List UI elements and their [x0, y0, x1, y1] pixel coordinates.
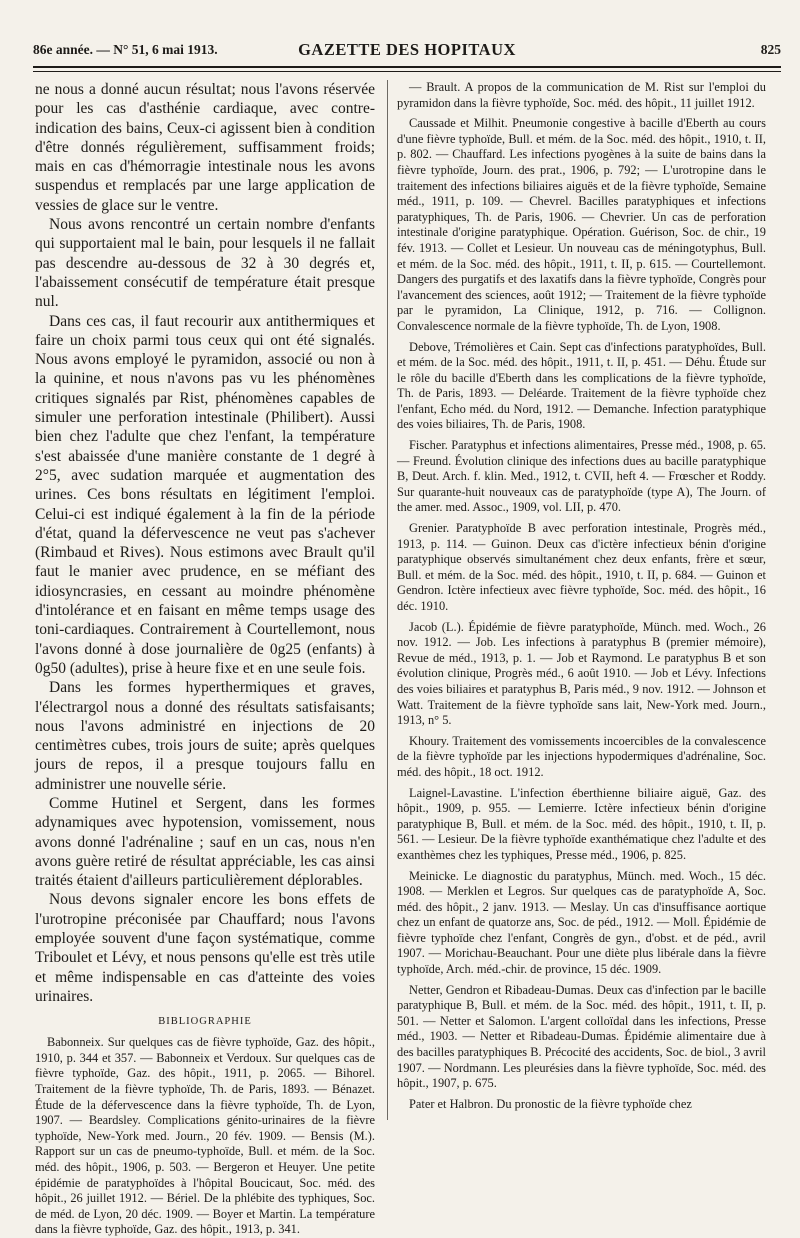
bibliography-entry: Grenier. Paratyphoïde B avec perforation intestinale, Progrès méd., 1913, p. 114. — Guinon. Deux cas d'ictère infectieux bénin d'origine paratyphique observés simultanément chez deux enfants, frère et sœur, Bull. et mém. de la Soc. méd. des hôpit., 1910, t. II, p. 684. — Guinon et Gendron. Ictère infectieux avec fièvre typhoïde, Soc. méd. des hôpit., 16 déc. 1910. [397, 521, 766, 613]
body-paragraph: Nous avons rencontré un certain nombre d'enfants qui supportaient mal le bain, pour lesquels il ne fallait pas descendre au-dessous de 32 à 30 degrés et, l'abaissement consécutif de température était presque nul. [35, 216, 375, 311]
body-paragraph: Nous devons signaler encore les bons effets de l'urotropine préconisée par Chauffard; nous l'avons employée souvent d'une façon systématique, comme Triboulet et Lévy, et nous pensons qu'elle est très utile et même indispensable en cas d'atteinte des voies urinaires. [35, 891, 375, 1005]
bibliography-entry: Meinicke. Le diagnostic du paratyphus, Münch. med. Woch., 15 déc. 1908. — Merklen et Legros. Sur quelques cas de paratyphoïde A, Soc. méd. des hôpit., 2 janv. 1913. — Meslay. Un cas d'insuffisance aortique chez un enfant de quatorze ans, Soc. de péd., 1912. — Moll. Épidémie de fièvre typhoïde chez l'enfant, Congrès de gyn., d'obst. et de péd., avril 1907. — Morichau-Beauchant. Pour une diète plus libérale dans la fièvre typhoïde, Arch. méd.-chir. de province, 15 déc. 1909. [397, 868, 766, 977]
bibliography-entry: Khoury. Traitement des vomissements incoercibles de la convalescence de la fièvre typhoïde par les injections hypodermiques d'adrénaline, Soc. méd. des hôpit., 18 oct. 1912. [397, 733, 766, 779]
body-paragraph: Comme Hutinel et Sergent, dans les formes adynamiques avec hypotension, vomissement, nous avons donné l'adrénaline ; sauf en un cas, nous n'en avons guère retiré de résultat appréciable, les cas ainsi traités étaient d'ailleurs particulièrement déplorables. [35, 794, 375, 890]
header-rule [33, 66, 781, 68]
journal-title: GAZETTE DES HOPITAUX [298, 40, 516, 59]
left-column [35, 80, 375, 1238]
body-paragraph: ne nous a donné aucun résultat; nous l'avons réservée pour les cas d'asthénie cardiaque, avec contre-indication des bains, Ceux-ci agissent bien à condition d'être donnés régulièrement, suffisamment froids; mais en cas d'hémorragie intestinale nous les avons suspendus et remplacés par une large application de vessies de glace sur le ventre. [35, 81, 375, 214]
bibliography-entry: Debove, Trémolières et Cain. Sept cas d'infections paratyphoïdes, Bull. et mém. de la Soc. méd. des hôpit., 1911, t. II, p. 451. — Déhu. Étude sur le rôle du bacille d'Eberth dans les complications de la fièvre typhoïde, Th. de Paris, 1893. — Deléarde. Traitement de la fièvre typhoïde chez l'enfant, Echo méd. du Nord, 1912. — Demanche. Infection paratyphique des voies biliaires, Th. de Paris, 1908. [397, 339, 766, 432]
page-number: 825 [760, 42, 781, 57]
header-rule-thin [33, 71, 781, 72]
bibliography-entry: Netter, Gendron et Ribadeau-Dumas. Deux cas d'infection par le bacille paratyphique B, Bull. et mém. de la Soc. méd. des hôpit., 1911, t. II, p. 501. — Netter et Salomon. L'argent colloïdal dans les infections, Presse méd., 1903. — Netter et Ribadeau-Dumas. Épidémie alimentaire due à des bacilles paratyphiques B. Précocité des accidents, Soc. de biol., 3 avril 1907. — Nordmann. Les pleurésies dans la fièvre typhoïde, Soc. méd. des hôpit., 1907, p. 675. [397, 982, 766, 1091]
bibliography-entry: Pater et Halbron. Du pronostic de la fièvre typhoïde chez [409, 1096, 692, 1111]
bibliography-entry: Caussade et Milhit. Pneumonie congestive à bacille d'Eberth au cours d'une fièvre typhoïde, Bull. et mém. de la Soc. méd. des hôpit., 1910, t. II, p. 802. — Chauffard. Les infections pyogènes à la suite de bains dans la fièvre typhoïde, Journ. des prat., 1906, p. 792; — L'urotropine dans le traitement des infections biliaires aiguës et de la fièvre typhoïde, Semaine méd., 1911, p. 109. — Chevrel. Bacilles paratyphiques et infections paratyphiques, Th. de Paris, 1906. — Chevrier. Un cas de perforation intestinale d'origine paratyphique. Opération. Guérison, Soc. de chir., 19 fév. 1913. — Collet et Lesieur. Un nouveau cas de méningotyphus, Bull. et mém. de la Soc. méd. des hôpit., 1911, t. II, p. 615. — Courtellemont. Dangers des purgatifs et des laxatifs dans la fièvre typhoïde, Congrès pour l'avancement des sciences, août 1912; — Traitement de la fièvre typhoïde par le pyramidon, La Clinique, 1912, p. 716. — Collignon. Convalescence normale de la fièvre typhoïde, Th. de Lyon, 1908. [397, 116, 766, 333]
bibliography-entry: — Brault. A propos de la communication de M. Rist sur l'emploi du pyramidon dans la fièvre typhoïde, Soc. méd. des hôpit., 11 juillet 1912. [397, 80, 766, 110]
right-column [397, 80, 766, 1117]
column-divider [387, 80, 388, 1120]
bibliography-entry: Babonneix. Sur quelques cas de fièvre typhoïde, Gaz. des hôpit., 1910, p. 344 et 357. — Babonneix et Verdoux. Sur quelques cas de fièvre typhoïde, Gaz. des hôpit., 1911, p. 2065. — Bihorel. Traitement de la fièvre typhoïde, Th. de Paris, 1893. — Bénazet. Étude de la défervescence dans la fièvre typhoïde, Th. de Lyon, 1907. — Beardsley. Complications génito-urinaires de la fièvre typhoïde, New-York med. Journ., 20 fév. 1909. — Bensis (M.). Rapport sur un cas de pneumo-typhoïde, Bull. et mém. de la Soc. méd. des hôpit., 1906, p. 503. — Bergeron et Heuyer. Une petite épidémie de paratyphoïdes à l'hôpital Boucicaut, Soc. méd. des hôpit., 26 juillet 1912. — Bériel. De la phlébite des typhiques, Soc. de méd. de Lyon, 20 déc. 1909. — Boyer et Martin. La température dans la fièvre typhoïde, Gaz. des hôpit., 1913, p. 341. [35, 1035, 375, 1237]
issue-info: 86e année. — N° 51, 6 mai 1913. [33, 42, 218, 57]
bibliography-heading: BIBLIOGRAPHIE [158, 1016, 252, 1028]
bibliography-entry: Laignel-Lavastine. L'infection éberthienne biliaire aiguë, Gaz. des hôpit., 1909, p. 955. — Lemierre. Ictère infectieux bénin d'origine paratyphique B, Bull. et mém. de la Soc. méd. des hôpit., 1910, t. II, p. 561. — Lesieur. De la fièvre typhoïde exanthématique chez l'adulte et des exanthèmes chez les typhiques, Presse méd., 1906, p. 825. [397, 785, 766, 862]
page-header [33, 36, 781, 66]
bibliography-entry: Fischer. Paratyphus et infections alimentaires, Presse méd., 1908, p. 65. — Freund. Évolution clinique des infections dues au bacille paratyphique B, Deut. Arch. f. klin. Med., 1912, t. CVII, heft 4. — Frœscher et Roddy. Sur quarante-huit nouveaux cas de paratyphoïde (type A), The Journ. of the amer. med. Assoc., 1909, vol. LII, p. 470. [397, 438, 766, 515]
body-paragraph: Dans ces cas, il faut recourir aux antithermiques et faire un choix parmi tous ceux qui ont été signalés. Nous avons employé le pyramidon, associé ou non à la quinine, et nous n'avons pas vu les phénomènes critiques signalés par Rist, phénomènes capables de simuler une perforation intestinale (Philibert). Aussi bien chez l'adulte que chez l'enfant, la température s'est abaissée d'une manière constante de 1 degré à 2°5, avec sudation marquée et augmentation des urines. Ces bons résultats en légitiment l'emploi. Celui-ci est indiqué également à la fin de la période d'état, quand la défervescence ne veut pas s'achever (Rimbaud et Rives). Nous estimons avec Brault qu'il faut le manier avec prudence, en se méfiant des idiosyncrasies, en cessant au moindre phénomène d'intolérance et en faisant en même temps usage des toni-cardiaques. Contrairement à Courtellemont, nous l'avons donné à dose journalière de 0g25 (enfants) à 0g50 (adultes), prise à heure fixe et en une seule fois. [35, 312, 375, 677]
bibliography-entry: Jacob (L.). Épidémie de fièvre paratyphoïde, Münch. med. Woch., 26 nov. 1912. — Job. Les infections à paratyphus B (premier mémoire), Revue de méd., 1913, p. 1. — Job et Raymond. Le paratyphus B et son évolution clinique, Progrès méd., 6 août 1910. — Job et Lévy. Infections des voies biliaires et paratyphus B, Paris méd., 9 nov. 1912. — Johnson et Watt. Traitement de la fièvre typhoïde sans lait, New-York med. Journ., 1913, n° 5. [397, 619, 766, 728]
body-paragraph: Dans les formes hyperthermiques et graves, l'électrargol nous a donné des résultats satisfaisants; nous l'avons administré en injections de 20 centimètres cubes, trois jours de suite; après quelques jours de repos, il a presque toujours fallu en administrer une nouvelle série. [35, 679, 375, 793]
